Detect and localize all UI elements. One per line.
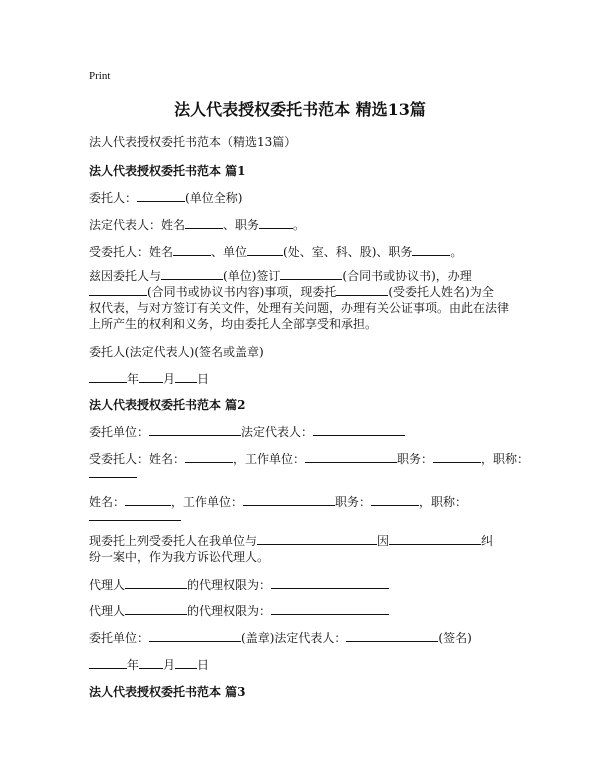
blank-field — [175, 657, 197, 669]
document-title: 法人代表授权委托书范本 精选13篇 — [174, 100, 426, 119]
blank-field — [313, 424, 405, 436]
blank-field — [149, 424, 241, 436]
p1-date-line: 年 月 日 — [89, 370, 209, 387]
p2-authority-line-2: 代理人 的代理权限为： — [89, 602, 389, 619]
blank-field — [336, 284, 388, 296]
blank-field — [305, 451, 397, 463]
blank-field — [139, 371, 163, 383]
section-heading-2: 法人代表授权委托书范本 篇2 — [89, 398, 246, 412]
p2-agent-line-1-cont — [89, 466, 137, 481]
p2-agent-line-2-cont — [89, 509, 181, 524]
p1-authorization-paragraph: 兹因委托人与 (单位)签订 (合同书或协议书)，办理 (合同书或协议书内容)事项，现委托 (受委托人姓名)为全 权代表，与对方签订有关文件，处理有关问题，办理有关公证事项。由此在法律 上所产生的权利和义务，均由委托人全部享受和承担。 — [89, 269, 510, 331]
blank-field — [89, 509, 181, 521]
blank-field — [185, 451, 233, 463]
section-heading-3: 法人代表授权委托书范本 篇3 — [89, 685, 246, 699]
blank-field — [125, 603, 187, 615]
p2-authority-line-1: 代理人 的代理权限为： — [89, 576, 389, 593]
blank-field — [271, 577, 389, 589]
print-link[interactable]: Print — [89, 70, 111, 82]
blank-field — [389, 533, 481, 545]
blank-field — [89, 657, 127, 669]
subtitle: 法人代表授权委托书范本（精选13篇） — [89, 135, 297, 149]
blank-field — [161, 268, 223, 280]
blank-field — [125, 577, 187, 589]
blank-field — [257, 533, 377, 545]
section-heading-1: 法人代表授权委托书范本 篇1 — [89, 164, 246, 178]
blank-field — [346, 630, 438, 642]
blank-field — [247, 244, 283, 256]
blank-field — [89, 466, 137, 478]
p1-legal-rep-line: 法定代表人：姓名 、职务 。 — [89, 218, 306, 232]
blank-field — [89, 371, 127, 383]
blank-field — [137, 190, 185, 202]
blank-field — [259, 217, 293, 229]
p2-case-paragraph: 现委托上列受委托人在我单位与 因 纠 纷一案中，作为我方诉讼代理人。 — [89, 534, 494, 564]
blank-field — [433, 451, 481, 463]
blank-field — [125, 494, 171, 506]
blank-field — [89, 284, 147, 296]
blank-field — [280, 268, 342, 280]
blank-field — [149, 630, 241, 642]
p2-agent-line-1: 受委托人：姓名： ，工作单位： 职务： ，职称： — [89, 452, 530, 466]
p2-agent-line-2: 姓名： ，工作单位： 职务： ，职称： — [89, 495, 468, 509]
blank-field — [173, 244, 211, 256]
blank-field — [139, 657, 163, 669]
p2-unit-line: 委托单位： 法定代表人： — [89, 423, 405, 440]
blank-field — [412, 244, 450, 256]
blank-field — [271, 603, 389, 615]
p2-date-line: 年 月 日 — [89, 656, 209, 673]
p1-principal-line: 委托人： (单位全称) — [89, 191, 243, 205]
blank-field — [243, 494, 335, 506]
p2-signature-line: 委托单位： (盖章)法定代表人： (签名) — [89, 631, 472, 645]
p1-signature-line: 委托人(法定代表人)(签名或盖章) — [89, 345, 264, 359]
blank-field — [175, 371, 197, 383]
blank-field — [371, 494, 419, 506]
blank-field — [185, 217, 223, 229]
p1-agent-line: 受委托人：姓名 、单位 (处、室、科、股)、职务 。 — [89, 245, 463, 259]
